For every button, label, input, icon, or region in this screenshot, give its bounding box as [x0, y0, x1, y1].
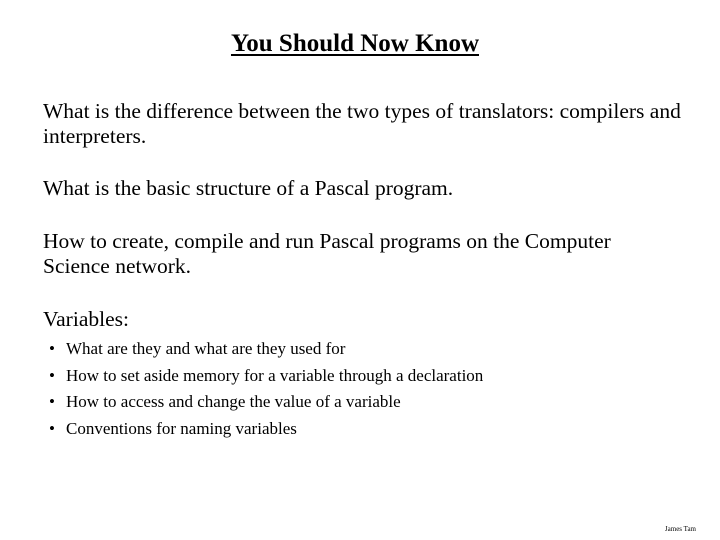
paragraph-translators: What is the difference between the two types of translators: compilers and interpreters. — [43, 99, 681, 148]
bullet-icon: • — [49, 392, 55, 411]
author-footer: James Tam — [664, 525, 696, 533]
bullet-icon: • — [49, 339, 55, 358]
paragraph-pascal-structure: What is the basic structure of a Pascal program. — [43, 176, 454, 200]
slide-title: You Should Now Know — [230, 30, 479, 57]
paragraph-compile-run: How to create, compile and run Pascal programs on the Computer Science network. — [43, 229, 611, 278]
bullet-icon: • — [49, 418, 55, 438]
list-item-text: How to set aside memory for a variable through a declaration — [66, 365, 484, 385]
paragraph-variables-heading: Variables: — [43, 307, 129, 331]
list-item — [43, 416, 683, 443]
list-item — [43, 336, 683, 363]
list-item — [43, 363, 683, 390]
list-item — [43, 389, 683, 416]
list-item-text: What are they and what are they used for — [66, 339, 346, 358]
list-item-text: How to access and change the value of a variable — [66, 392, 401, 411]
bullet-icon: • — [49, 365, 55, 385]
variables-bullet-list — [43, 336, 683, 442]
list-item-text: Conventions for naming variables — [66, 418, 297, 438]
